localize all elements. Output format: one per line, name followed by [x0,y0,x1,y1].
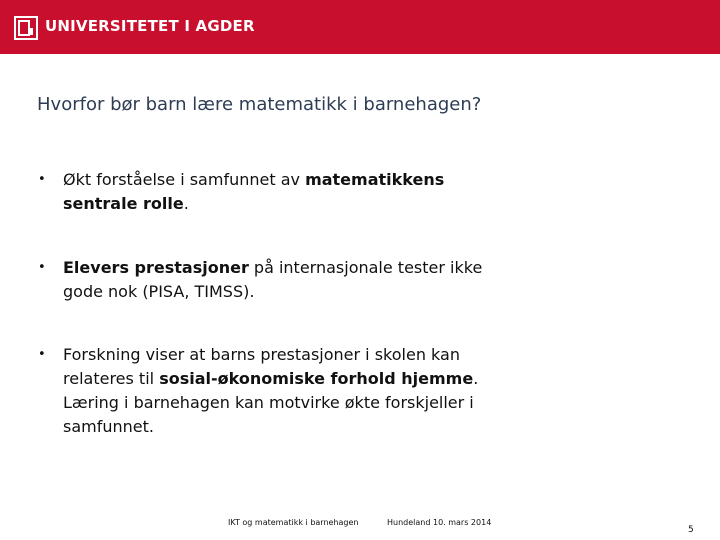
page-number: 5 [688,525,694,535]
bullet-text: Forskning viser at barns prestasjoner i skolen kan relateres til sosial-økonomiske forhold hjemme. Læring i barnehagen kan motvirke økte forskjeller i samfunnet. [63,345,479,436]
bullet-text: Økt forståelse i samfunnet av matematikkens sentrale rolle. [63,170,445,213]
bullet-text: Elevers prestasjoner på internasjonale tester ikke gode nok (PISA, TIMSS). [63,258,483,301]
footer-author-date: Hundeland 10. mars 2014 [387,518,492,527]
footer-course-title: IKT og matematikk i barnehagen [228,518,359,527]
university-logo-text: UNIVERSITETET I AGDER [45,17,255,35]
slide-title: Hvorfor bør barn lære matematikk i barnehagen? [37,94,482,115]
uia-logo-icon [14,16,38,40]
header-bar [0,0,720,54]
bullet-dot-icon: • [38,347,46,362]
bullet-dot-icon: • [38,260,46,275]
bullet-dot-icon: • [38,172,46,187]
